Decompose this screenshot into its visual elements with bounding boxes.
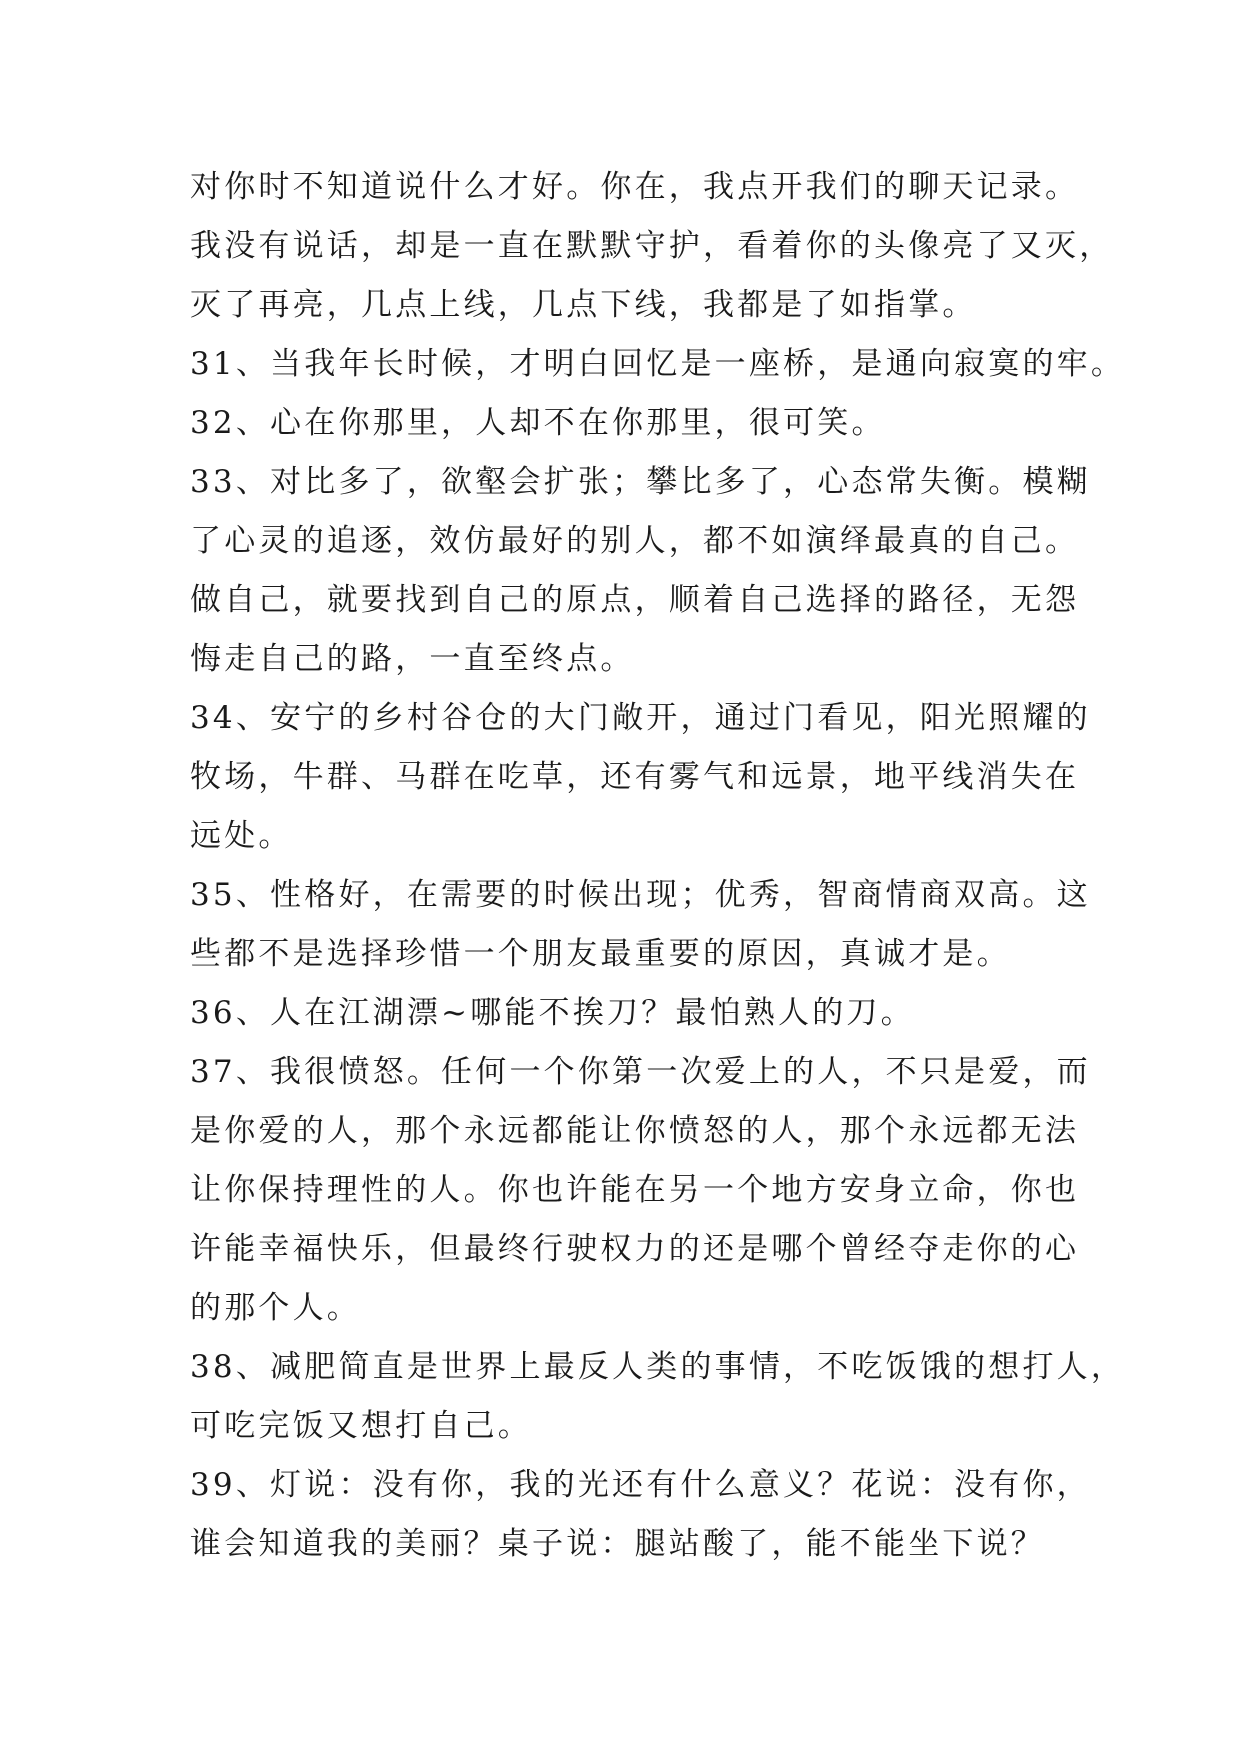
text-line: 对你时不知道说什么才好。你在，我点开我们的聊天记录。 [190,169,1080,205]
text-line: 33、对比多了，欲壑会扩张；攀比多了，心态常失衡。模糊 [190,464,1091,500]
text-line: 谁会知道我的美丽？桌子说：腿站酸了，能不能坐下说？ [190,1526,1045,1562]
text-line: 的那个人。 [190,1290,361,1326]
text-line: 37、我很愤怒。任何一个你第一次爱上的人，不只是爱，而 [190,1054,1091,1090]
text-line: 是你爱的人，那个永远都能让你愤怒的人，那个永远都无法 [190,1113,1080,1149]
text-line: 35、性格好，在需要的时候出现；优秀，智商情商双高。这 [190,877,1091,913]
text-line: 让你保持理性的人。你也许能在另一个地方安身立命，你也 [190,1172,1080,1208]
text-line: 38、减肥简直是世界上最反人类的事情，不吃饭饿的想打人， [190,1349,1126,1385]
text-line: 灭了再亮，几点上线，几点下线，我都是了如指掌。 [190,287,977,323]
text-line: 做自己，就要找到自己的原点，顺着自己选择的路径，无怨 [190,582,1080,618]
text-line: 许能幸福快乐，但最终行驶权力的还是哪个曾经夺走你的心 [190,1231,1080,1267]
text-line: 了心灵的追逐，效仿最好的别人，都不如演绎最真的自己。 [190,523,1080,559]
text-line: 36、人在江湖漂~哪能不挨刀？最怕熟人的刀。 [190,995,915,1031]
text-line: 些都不是选择珍惜一个朋友最重要的原因，真诚才是。 [190,936,1011,972]
text-line: 32、心在你那里，人却不在你那里，很可笑。 [190,405,886,441]
text-line: 悔走自己的路，一直至终点。 [190,641,635,677]
text-line: 远处。 [190,818,293,854]
document-body [190,158,1126,1574]
text-line: 可吃完饭又想打自己。 [190,1408,532,1444]
text-line: 39、灯说：没有你，我的光还有什么意义？花说：没有你， [190,1467,1091,1503]
text-line: 34、安宁的乡村谷仓的大门敞开，通过门看见，阳光照耀的 [190,700,1091,736]
text-line: 我没有说话，却是一直在默默守护，看着你的头像亮了又灭， [190,228,1114,264]
text-line: 31、当我年长时候，才明白回忆是一座桥，是通向寂寞的牢。 [190,346,1126,382]
text-line: 牧场，牛群、马群在吃草，还有雾气和远景，地平线消失在 [190,759,1080,795]
